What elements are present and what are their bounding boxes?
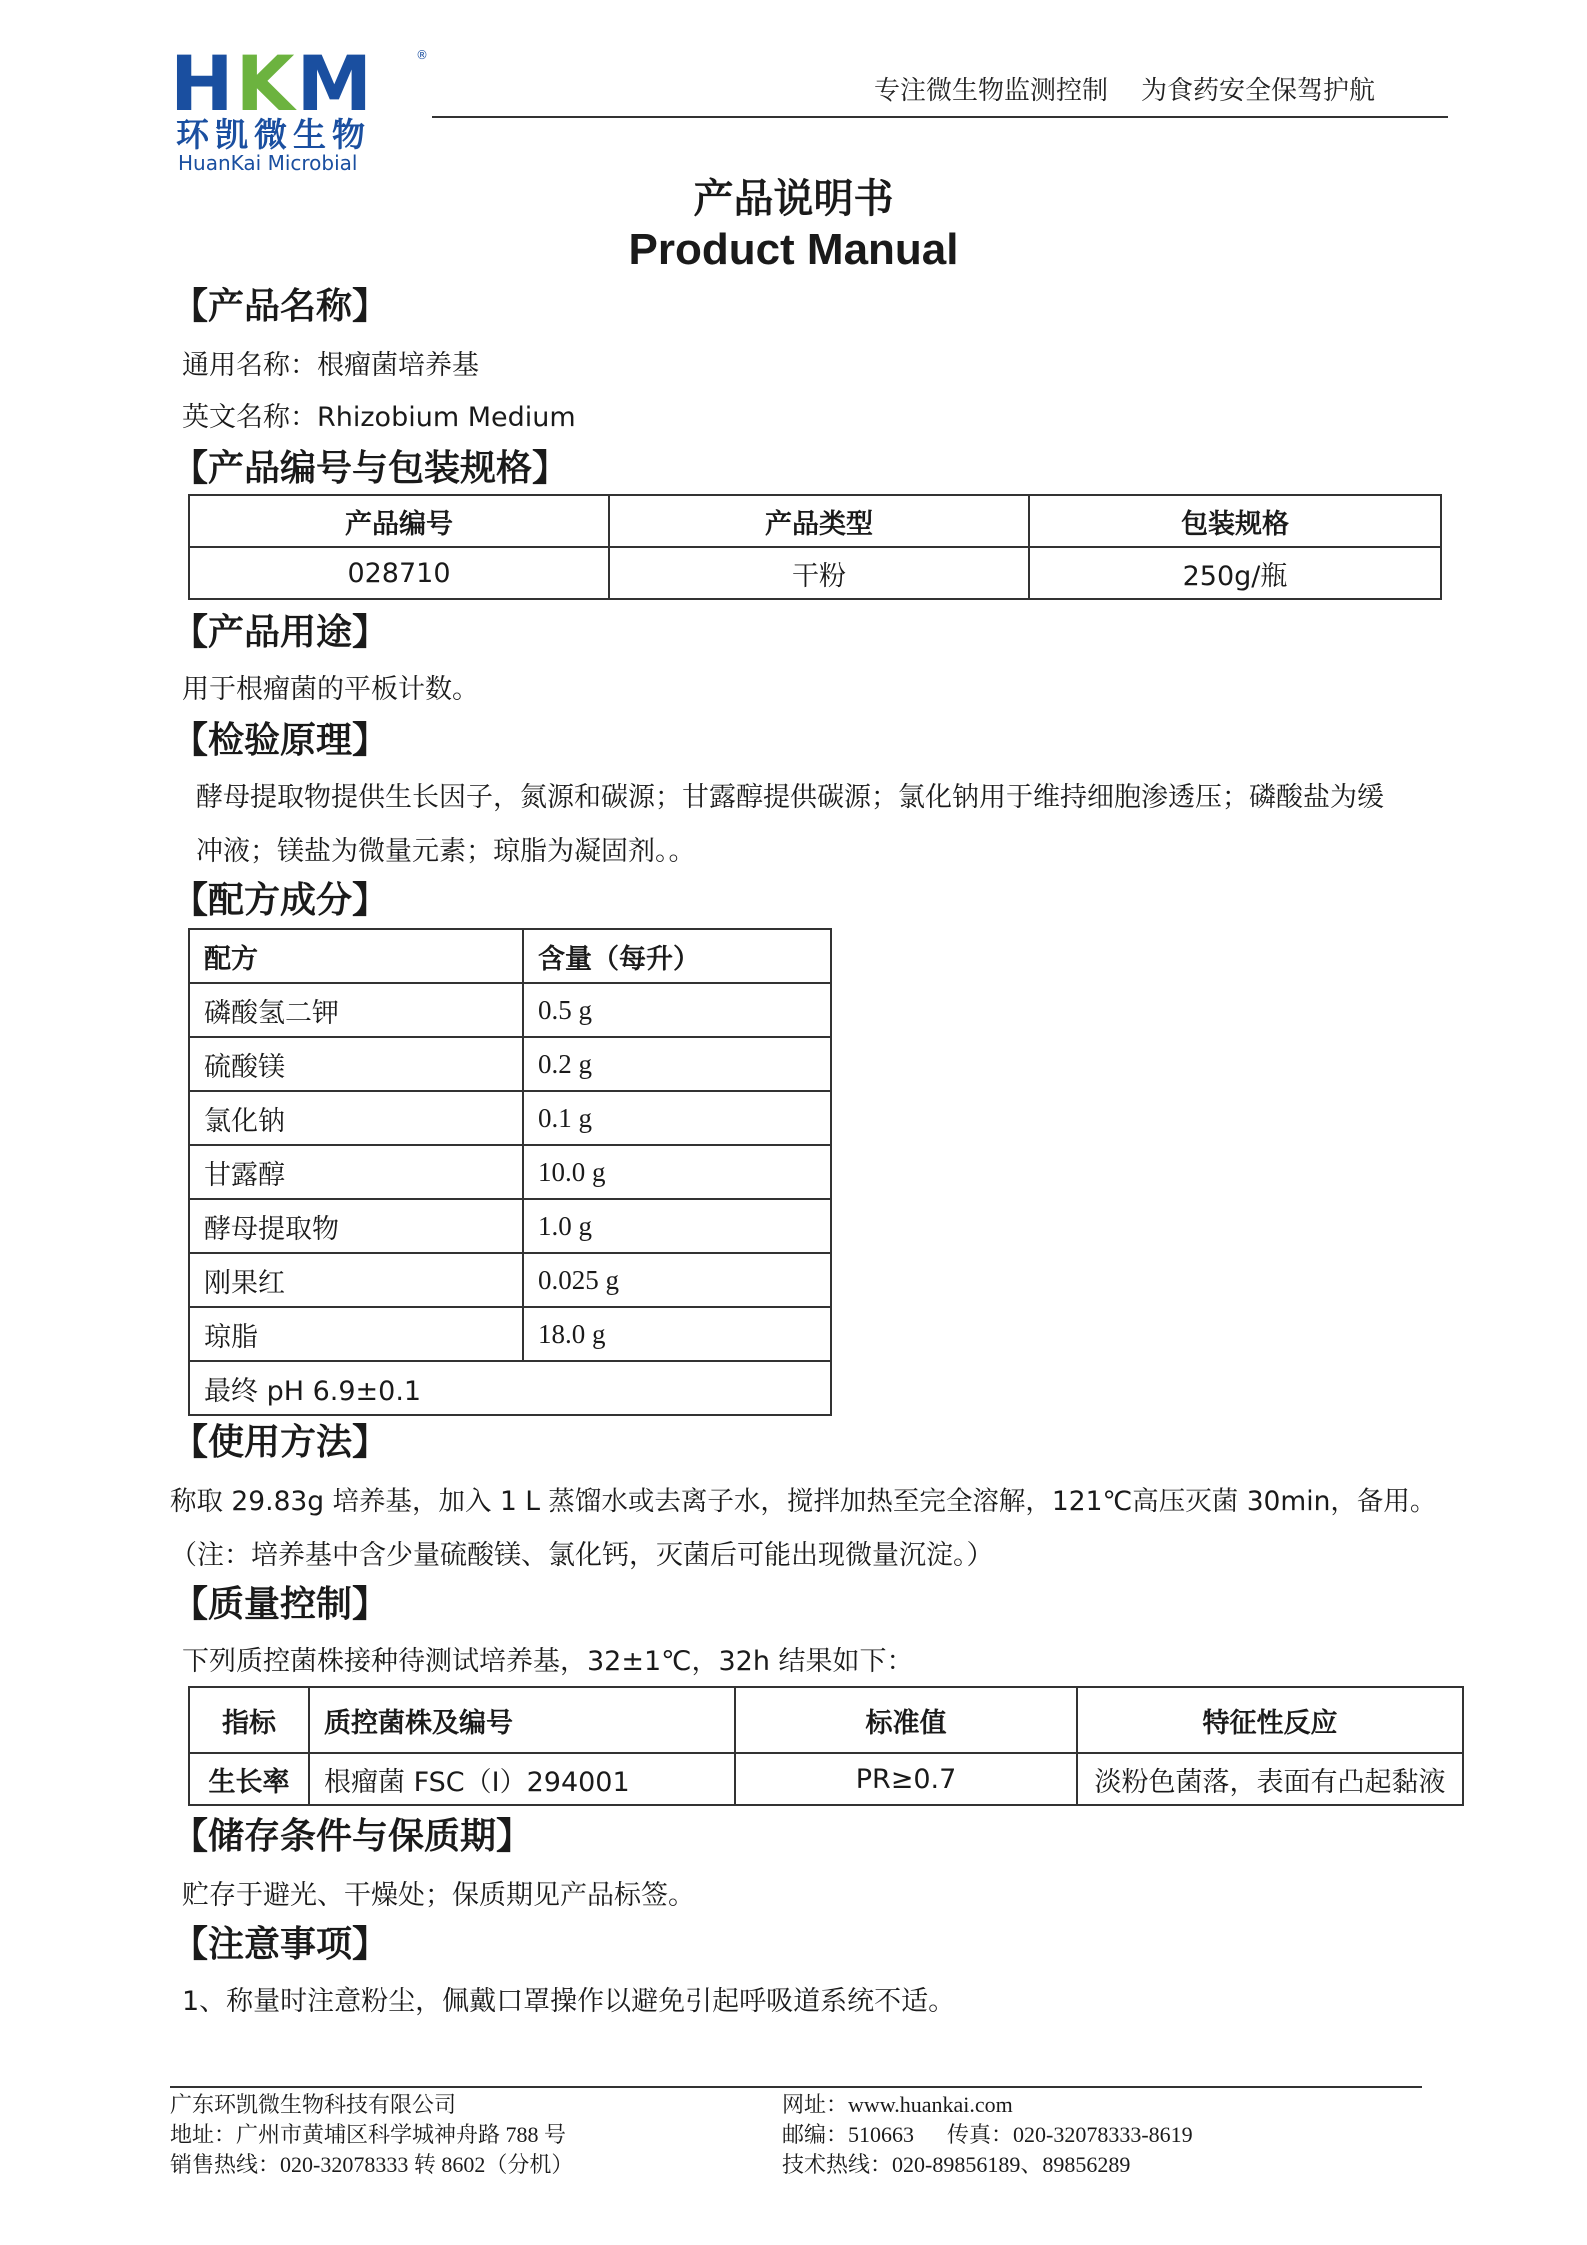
qc-table	[188, 1686, 1464, 1806]
generic-name: 通用名称：根瘤菌培养基	[182, 350, 479, 381]
table-row	[189, 1253, 831, 1307]
method-text: 称取 29.83g 培养基，加入 1 L 蒸馏水或去离子水，搅拌加热至完全溶解，121℃高压灭菌 30min，备用。	[170, 1486, 1437, 1517]
footer-sales: 销售热线：020-32078333 转 8602（分机）	[170, 2152, 574, 2177]
section-heading-principle: 【检验原理】	[172, 720, 389, 761]
package-size: 250g/瓶	[1029, 547, 1441, 599]
ingredient-name: 氯化钠	[189, 1091, 523, 1145]
table-header-cell: 质控菌株及编号	[309, 1687, 735, 1753]
table-header-cell: 包装规格	[1029, 495, 1441, 547]
page-title-en: Product Manual	[628, 225, 959, 274]
ingredient-name: 硫酸镁	[189, 1037, 523, 1091]
qc-reaction: 淡粉色菌落，表面有凸起黏液	[1077, 1753, 1463, 1805]
spec-table	[188, 494, 1442, 600]
ingredient-amount: 0.025 g	[523, 1253, 831, 1307]
footer-divider	[170, 2086, 1422, 2088]
ingredient-amount: 0.2 g	[523, 1037, 831, 1091]
section-heading-formula: 【配方成分】	[172, 880, 389, 921]
table-header-row	[189, 1687, 1463, 1753]
table-header-cell: 特征性反应	[1077, 1687, 1463, 1753]
english-name: 英文名称：Rhizobium Medium	[182, 402, 576, 433]
company-logo	[170, 39, 450, 175]
footer-website: 网址：www.huankai.com	[782, 2092, 1013, 2117]
qc-strain: 根瘤菌 FSC（I）294001	[309, 1753, 735, 1805]
section-heading-method: 【使用方法】	[172, 1422, 389, 1463]
usage-text: 用于根瘤菌的平板计数。	[182, 674, 479, 705]
section-heading-usage: 【产品用途】	[172, 612, 389, 653]
final-ph: 最终 pH 6.9±0.1	[189, 1361, 831, 1415]
table-header-cell: 标准值	[735, 1687, 1077, 1753]
table-header-cell: 指标	[189, 1687, 309, 1753]
table-row	[189, 1037, 831, 1091]
ingredient-name: 琼脂	[189, 1307, 523, 1361]
table-row	[189, 1145, 831, 1199]
registered-icon: ®	[416, 48, 428, 62]
ingredient-name: 甘露醇	[189, 1145, 523, 1199]
ingredient-amount: 18.0 g	[523, 1307, 831, 1361]
product-type: 干粉	[609, 547, 1029, 599]
table-header-cell: 产品类型	[609, 495, 1029, 547]
header-divider	[432, 116, 1448, 118]
qc-intro: 下列质控菌株接种待测试培养基，32±1℃，32h 结果如下：	[182, 1646, 914, 1677]
footer-tech: 技术热线：020-89856189、89856289	[782, 2152, 1131, 2177]
formula-table	[188, 928, 832, 1416]
table-row	[189, 1307, 831, 1361]
ingredient-amount: 0.5 g	[523, 983, 831, 1037]
table-row	[189, 1199, 831, 1253]
logo-english-name: HuanKai Microbial	[178, 151, 358, 175]
logo-mark: HKM	[170, 39, 375, 128]
ingredient-amount: 0.1 g	[523, 1091, 831, 1145]
ingredient-name: 刚果红	[189, 1253, 523, 1307]
ingredient-name: 酵母提取物	[189, 1199, 523, 1253]
principle-line-2: 冲液；镁盐为微量元素；琼脂为凝固剂。。	[196, 836, 696, 867]
table-row	[189, 547, 1441, 599]
table-header-row	[189, 929, 831, 983]
method-note: （注：培养基中含少量硫酸镁、氯化钙，灭菌后可能出现微量沉淀。）	[170, 1540, 994, 1571]
page-title-cn: 产品说明书	[693, 176, 894, 222]
section-heading-spec: 【产品编号与包装规格】	[172, 448, 569, 489]
footer-address: 地址：广州市黄埔区科学城神舟路 788 号	[170, 2122, 567, 2147]
table-header-cell: 配方	[189, 929, 523, 983]
storage-text: 贮存于避光、干燥处；保质期见产品标签。	[182, 1880, 695, 1911]
table-header-cell: 产品编号	[189, 495, 609, 547]
table-row	[189, 1361, 831, 1415]
logo-chinese-name: 环凯微生物	[176, 115, 371, 154]
table-row	[189, 1753, 1463, 1805]
footer-postcode-fax: 邮编：510663 传真：020-32078333-8619	[782, 2122, 1193, 2147]
section-heading-caution: 【注意事项】	[172, 1924, 389, 1965]
section-heading-name: 【产品名称】	[172, 286, 389, 327]
caution-text: 1、称量时注意粉尘，佩戴口罩操作以避免引起呼吸道系统不适。	[182, 1986, 956, 2017]
table-header-cell: 含量（每升）	[523, 929, 831, 983]
section-heading-storage: 【储存条件与保质期】	[172, 1816, 533, 1857]
ingredient-amount: 1.0 g	[523, 1199, 831, 1253]
footer-company: 广东环凯微生物科技有限公司	[170, 2092, 457, 2117]
table-header-row	[189, 495, 1441, 547]
product-code: 028710	[189, 547, 609, 599]
section-heading-qc: 【质量控制】	[172, 1584, 389, 1625]
ingredient-amount: 10.0 g	[523, 1145, 831, 1199]
qc-standard: PR≥0.7	[735, 1753, 1077, 1805]
table-row	[189, 1091, 831, 1145]
principle-line-1: 酵母提取物提供生长因子，氮源和碳源；甘露醇提供碳源；氯化钠用于维持细胞渗透压；磷酸盐为缓	[196, 782, 1384, 813]
table-row	[189, 983, 831, 1037]
qc-indicator: 生长率	[189, 1753, 309, 1805]
ingredient-name: 磷酸氢二钾	[189, 983, 523, 1037]
header-slogan: 专注微生物监测控制 为食药安全保驾护航	[874, 76, 1376, 106]
